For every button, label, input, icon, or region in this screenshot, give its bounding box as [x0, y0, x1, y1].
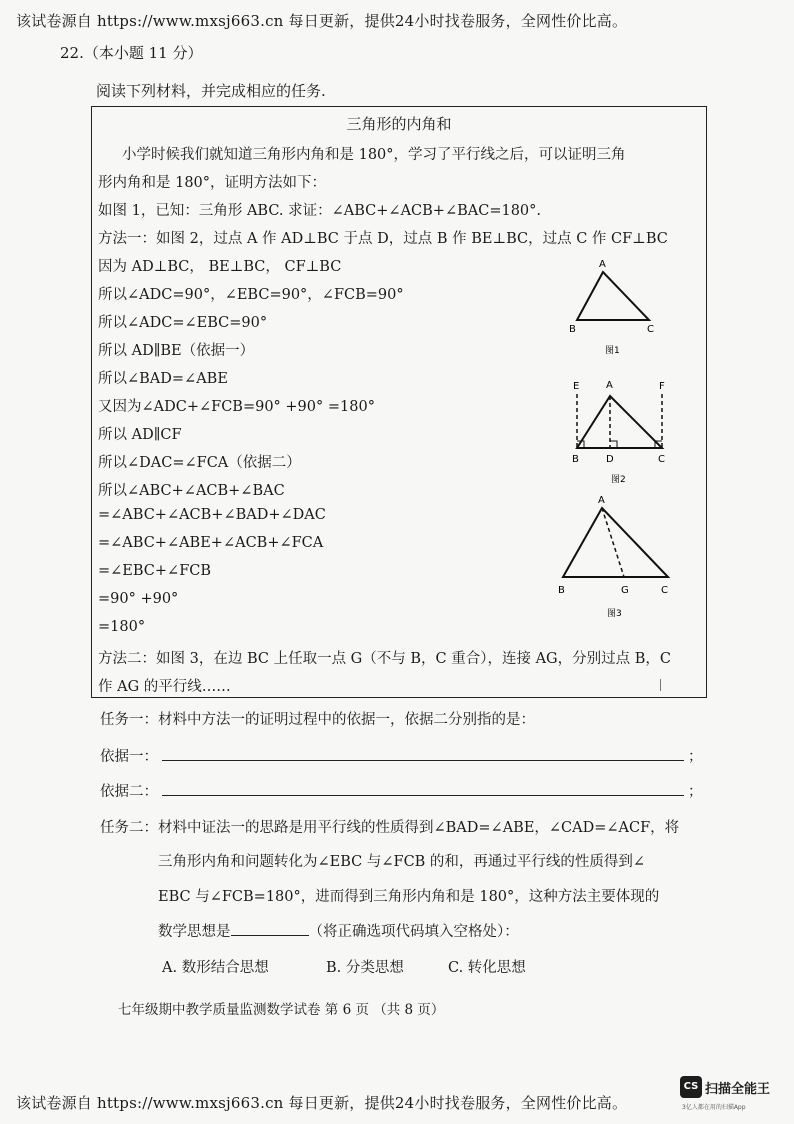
figure-3	[558, 495, 668, 619]
problem-intro: 阅读下列材料，并完成相应的任务.	[96, 82, 326, 100]
material-line: 所以∠ADC=90°，∠EBC=90°，∠FCB=90°	[98, 287, 404, 303]
material-line: 所以 AD∥BE（依据一）	[98, 343, 255, 359]
material-line: =180°	[98, 619, 146, 635]
basis-1-label: 依据一：	[100, 749, 158, 765]
triangle-figures	[555, 250, 695, 620]
figure-2-label-b: B	[572, 454, 579, 465]
material-line: 又因为∠ADC+∠FCB=90° +90° =180°	[98, 399, 375, 415]
basis-2-semicolon: ；	[688, 784, 703, 800]
material-line: 所以∠ADC=∠EBC=90°	[98, 315, 268, 331]
figure-3-label-c: C	[661, 585, 668, 596]
basis-2-label: 依据二：	[100, 784, 158, 800]
material-line: 小学时候我们就知道三角形内角和是 180°，学习了平行线之后，可以证明三角	[122, 147, 626, 163]
figure-2-label-f: F	[659, 381, 665, 392]
figure-3-label-b: B	[558, 585, 565, 596]
figure-1-triangle	[577, 272, 649, 320]
basis-2-answer-line[interactable]	[162, 795, 684, 796]
task-1-prompt: 任务一：材料中方法一的证明过程中的依据一，依据二分别指的是：	[100, 712, 535, 728]
figure-3-triangle	[563, 508, 668, 577]
option-b: B. 分类思想	[326, 960, 404, 976]
task-2-answer-blank[interactable]	[231, 923, 309, 936]
task-2-line: 任务二：材料中证法一的思路是用平行线的性质得到∠BAD=∠ABE，∠CAD=∠ACF，将	[100, 820, 680, 836]
material-line: =∠ABC+∠ABE+∠ACB+∠FCA	[98, 535, 324, 551]
material-line: 因为 AD⊥BC， BE⊥BC， CF⊥BC	[98, 259, 342, 275]
material-line: 作 AG 的平行线……	[98, 679, 231, 695]
figure-1-label-a: A	[599, 259, 606, 270]
figure-2-caption: 图2	[611, 475, 626, 485]
material-line: =∠ABC+∠ACB+∠BAD+∠DAC	[98, 507, 326, 523]
material-line: 如图 1，已知：三角形 ABC. 求证：∠ABC+∠ACB+∠BAC=180°.	[98, 203, 541, 219]
task-2-line: 三角形内角和问题转化为∠EBC 与∠FCB 的和，再通过平行线的性质得到∠	[158, 854, 646, 870]
material-line: 形内角和是 180°，证明方法如下：	[98, 175, 327, 191]
problem-heading: 22.（本小题 11 分）	[60, 44, 203, 62]
figure-1-label-c: C	[647, 324, 654, 335]
figure-2-triangle	[577, 396, 662, 448]
figure-2-label-a: A	[606, 380, 613, 391]
material-line: 所以 AD∥CF	[98, 427, 182, 443]
figure-3-caption: 图3	[607, 609, 622, 619]
figure-1-label-b: B	[569, 324, 576, 335]
figure-3-label-g: G	[621, 585, 629, 596]
material-line: 方法二：如图 3，在边 BC 上任取一点 G（不与 B，C 重合），连接 AG，分别过点 B，C	[98, 651, 672, 667]
basis-1-answer-line[interactable]	[162, 760, 684, 761]
material-line: 方法一：如图 2，过点 A 作 AD⊥BC 于点 D，过点 B 作 BE⊥BC，过点 C 作 CF⊥BC	[98, 231, 668, 247]
figure-3-label-a: A	[598, 495, 605, 506]
task-2-blank-row	[158, 920, 519, 941]
task-2-blank-suffix: （将正确选项代码填入空格处）：	[308, 924, 519, 940]
figure-2-label-d: D	[606, 454, 614, 465]
material-line: 所以∠ABC+∠ACB+∠BAC	[98, 483, 285, 499]
task-2-blank-prefix: 数学思想是	[158, 924, 231, 940]
bottom-banner: 该试卷源自 https://www.mxsj663.cn 每日更新，提供24小时找卷服务，全网性价比高。	[16, 1094, 628, 1112]
scanner-tagline: 3亿人都在用的扫描App	[682, 1104, 746, 1111]
scanner-logo	[680, 1076, 771, 1111]
figure-1	[569, 259, 654, 356]
scanner-badge: CS	[680, 1076, 702, 1098]
page-footer: 七年级期中教学质量监测数学试卷 第 6 页 （共 8 页）	[118, 1002, 445, 1018]
option-a: A. 数形结合思想	[162, 960, 269, 976]
top-banner: 该试卷源自 https://www.mxsj663.cn 每日更新，提供24小时找卷服务，全网性价比高。	[16, 12, 628, 30]
scanner-name: 扫描全能王	[705, 1081, 771, 1097]
material-line: 所以∠BAD=∠ABE	[98, 371, 228, 387]
scan-artifact	[660, 679, 661, 691]
material-line: =90° +90°	[98, 591, 179, 607]
figure-2-label-c: C	[658, 454, 665, 465]
task-2-line: EBC 与∠FCB=180°，进而得到三角形内角和是 180°，这种方法主要体现的	[158, 889, 660, 905]
material-line: 所以∠DAC=∠FCA（依据二）	[98, 455, 301, 471]
material-title: 三角形的内角和	[346, 115, 452, 133]
option-c: C. 转化思想	[448, 960, 526, 976]
figure-2-right-angle-d	[610, 441, 617, 448]
basis-1-semicolon: ；	[688, 749, 703, 765]
figure-1-caption: 图1	[605, 346, 620, 356]
material-line: =∠EBC+∠FCB	[98, 563, 212, 579]
figure-2	[572, 380, 665, 485]
figure-2-label-e: E	[573, 381, 580, 392]
